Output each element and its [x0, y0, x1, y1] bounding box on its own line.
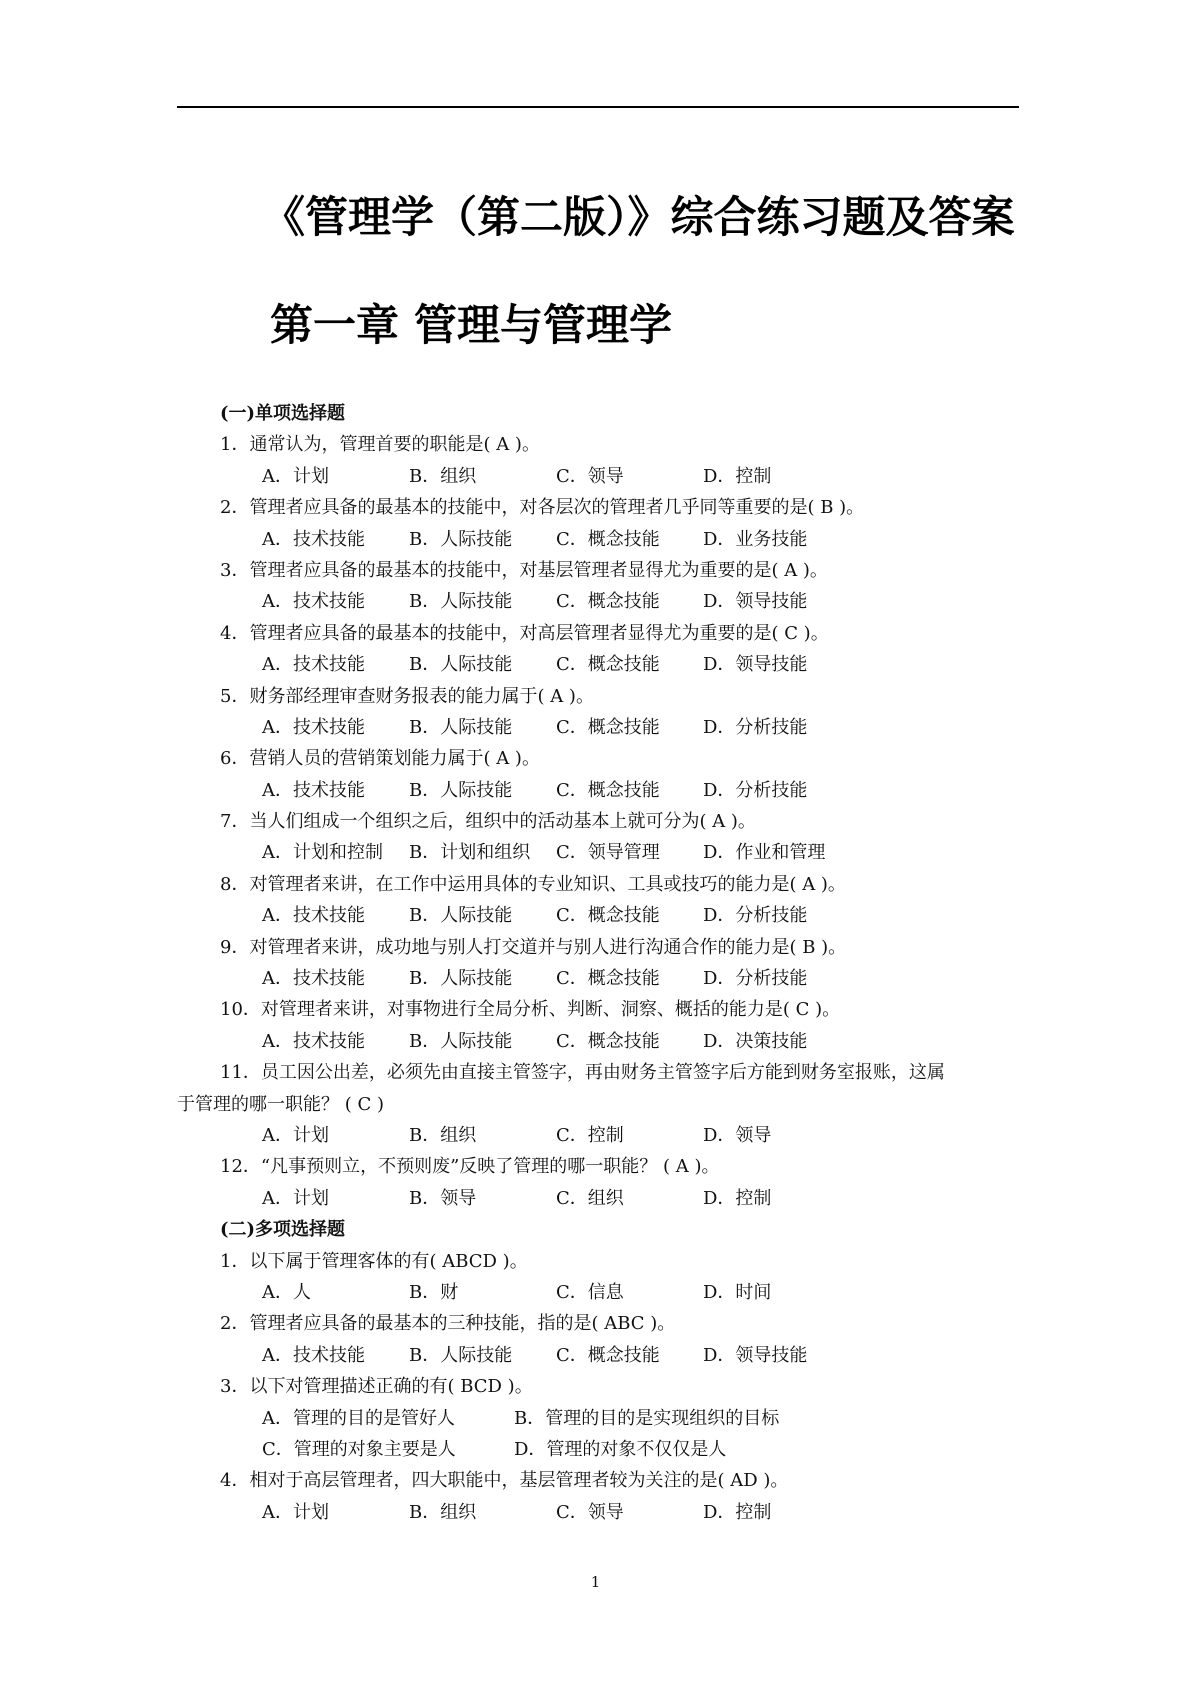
option-item: A．计划 [262, 1187, 329, 1209]
header-rule [177, 106, 1019, 108]
option-item: C．概念技能 [556, 528, 660, 550]
exercise-body [177, 398, 1019, 1528]
options-row [177, 963, 1019, 994]
question-line: 1．以下属于管理客体的有( ABCD )。 [220, 1250, 528, 1272]
option-item: D．作业和管理 [703, 842, 826, 864]
options-row [177, 900, 1019, 931]
option-item: A．计划 [262, 1124, 329, 1146]
option-item: D．领导技能 [703, 1344, 808, 1366]
option-item: A．技术技能 [262, 1030, 365, 1052]
question-line: 1．通常认为，管理首要的职能是( A )。 [220, 434, 540, 456]
options-row [177, 461, 1019, 492]
option-item: C．概念技能 [556, 905, 660, 927]
option-item: A．人 [262, 1281, 311, 1303]
option-item: D．管理的对象不仅仅是人 [514, 1438, 727, 1460]
option-item: B．组织 [409, 1501, 477, 1523]
option-item: C．组织 [556, 1187, 624, 1209]
option-item: C．领导 [556, 1501, 624, 1523]
option-item: A．计划和控制 [262, 842, 383, 864]
question-line: 4．相对于高层管理者，四大职能中，基层管理者较为关注的是( AD )。 [220, 1470, 789, 1492]
question-line: 7．当人们组成一个组织之后，组织中的活动基本上就可分为( A )。 [220, 811, 756, 833]
options-row [177, 1120, 1019, 1151]
option-item: B．管理的目的是实现组织的目标 [514, 1407, 780, 1429]
option-item: B．人际技能 [409, 528, 513, 550]
option-item: D．控制 [703, 1501, 772, 1523]
option-item: B．人际技能 [409, 779, 513, 801]
options-row [177, 1497, 1019, 1528]
option-item: D．决策技能 [703, 1030, 808, 1052]
option-item: C．管理的对象主要是人 [262, 1438, 456, 1460]
option-item: D．领导技能 [703, 654, 808, 676]
option-item: D．分析技能 [703, 779, 808, 801]
question-continuation: 于管理的哪一职能？ ( C ) [177, 1093, 384, 1115]
chapter-heading: 第一章 管理与管理学 [270, 301, 672, 351]
options-row [177, 1277, 1019, 1308]
option-item: C．概念技能 [556, 1344, 660, 1366]
options-row [177, 1403, 1019, 1434]
section-heading: (一)单项选择题 [220, 403, 346, 424]
option-item: B．人际技能 [409, 905, 513, 927]
question-line: 8．对管理者来讲，在工作中运用具体的专业知识、工具或技巧的能力是( A )。 [220, 873, 846, 895]
question-line: 12．“凡事预则立，不预则废”反映了管理的哪一职能？ ( A )。 [220, 1156, 720, 1178]
option-item: A．计划 [262, 1501, 329, 1523]
option-item: B．人际技能 [409, 968, 513, 990]
option-item: A．技术技能 [262, 1344, 365, 1366]
option-item: D．分析技能 [703, 905, 808, 927]
options-row [177, 586, 1019, 617]
question-line: 9．对管理者来讲，成功地与别人打交道并与别人进行沟通合作的能力是( B )。 [220, 936, 847, 958]
option-item: A．技术技能 [262, 905, 365, 927]
option-item: C．信息 [556, 1281, 624, 1303]
option-item: B．人际技能 [409, 716, 513, 738]
option-item: C．概念技能 [556, 591, 660, 613]
option-item: B．组织 [409, 465, 477, 487]
section-heading: (二)多项选择题 [220, 1219, 346, 1241]
option-item: B．人际技能 [409, 1344, 513, 1366]
option-item: B．人际技能 [409, 654, 513, 676]
options-row [177, 1340, 1019, 1371]
option-item: B．人际技能 [409, 1030, 513, 1052]
question-line: 6．营销人员的营销策划能力属于( A )。 [220, 748, 540, 770]
question-line: 11．员工因公出差，必须先由直接主管签字，再由财务主管签字后方能到财务室报账，这属 [220, 1062, 945, 1084]
option-item: D．控制 [703, 1187, 772, 1209]
option-item: C．概念技能 [556, 779, 660, 801]
option-item: C．概念技能 [556, 716, 660, 738]
options-row [177, 1434, 1019, 1465]
options-row [177, 649, 1019, 680]
option-item: A．技术技能 [262, 591, 365, 613]
option-item: D．时间 [703, 1281, 772, 1303]
question-line: 4．管理者应具备的最基本的技能中，对高层管理者显得尤为重要的是( C )。 [220, 622, 829, 644]
options-row [177, 1183, 1019, 1214]
question-line: 3．以下对管理描述正确的有( BCD )。 [220, 1376, 533, 1398]
options-row [177, 775, 1019, 806]
option-item: C．概念技能 [556, 654, 660, 676]
option-item: D．分析技能 [703, 968, 808, 990]
question-line: 3．管理者应具备的最基本的技能中，对基层管理者显得尤为重要的是( A )。 [220, 559, 828, 581]
option-item: A．技术技能 [262, 528, 365, 550]
option-item: B．领导 [409, 1187, 477, 1209]
option-item: A．管理的目的是管好人 [262, 1407, 455, 1429]
option-item: D．控制 [703, 465, 772, 487]
option-item: A．计划 [262, 465, 329, 487]
option-item: C．概念技能 [556, 1030, 660, 1052]
options-row [177, 712, 1019, 743]
options-row [177, 524, 1019, 555]
option-item: D．领导技能 [703, 591, 808, 613]
option-item: D．业务技能 [703, 528, 808, 550]
option-item: B．组织 [409, 1124, 477, 1146]
option-item: A．技术技能 [262, 968, 365, 990]
option-item: A．技术技能 [262, 779, 365, 801]
option-item: A．技术技能 [262, 716, 365, 738]
page-number: 1 [590, 1573, 601, 1591]
option-item: C．概念技能 [556, 968, 660, 990]
document-title: 《管理学（第二版）》综合练习题及答案 [262, 193, 1015, 243]
options-row [177, 1026, 1019, 1057]
option-item: A．技术技能 [262, 654, 365, 676]
options-row [177, 837, 1019, 868]
option-item: C．领导管理 [556, 842, 660, 864]
option-item: B．计划和组织 [409, 842, 531, 864]
question-line: 2．管理者应具备的最基本的三种技能，指的是( ABC )。 [220, 1313, 676, 1335]
option-item: C．领导 [556, 465, 624, 487]
question-line: 10．对管理者来讲，对事物进行全局分析、判断、洞察、概括的能力是( C )。 [220, 999, 841, 1021]
question-line: 2．管理者应具备的最基本的技能中，对各层次的管理者几乎同等重要的是( B )。 [220, 497, 865, 519]
option-item: D．领导 [703, 1124, 772, 1146]
option-item: B．人际技能 [409, 591, 513, 613]
question-line: 5．财务部经理审查财务报表的能力属于( A )。 [220, 685, 594, 707]
option-item: D．分析技能 [703, 716, 808, 738]
option-item: C．控制 [556, 1124, 624, 1146]
option-item: B．财 [409, 1281, 459, 1303]
